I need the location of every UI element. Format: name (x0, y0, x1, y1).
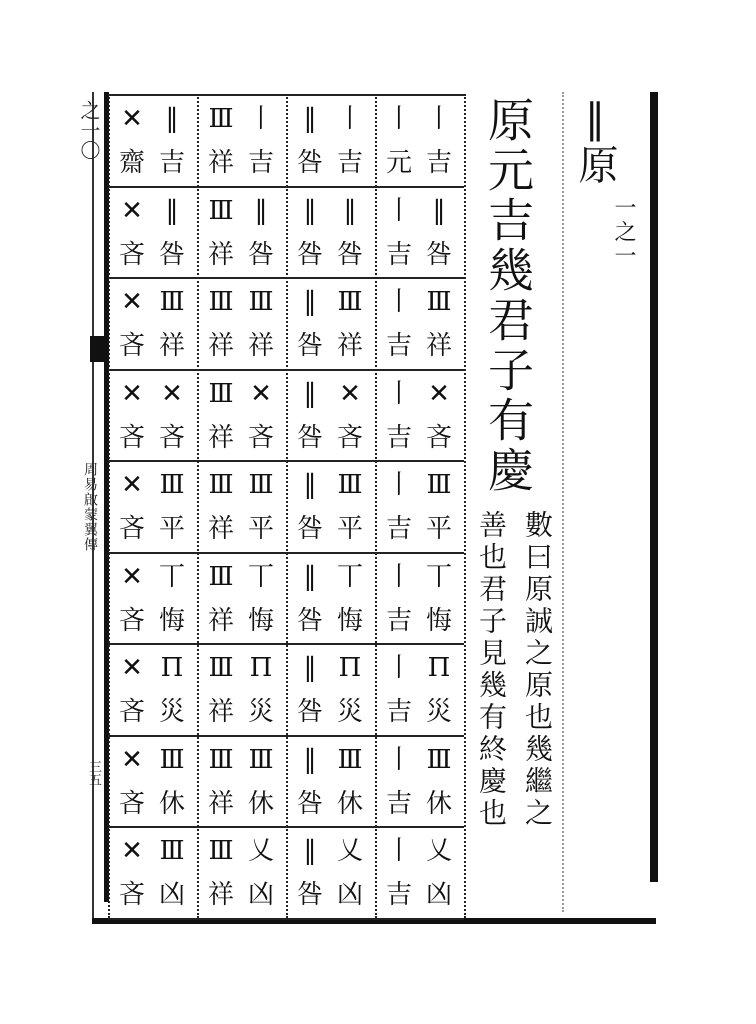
omen-char-left: 祥 (207, 605, 234, 636)
counting-rod-left: Ⅲ (208, 653, 234, 683)
counting-rod-left: ‖ (303, 561, 317, 592)
counting-rod-right: Ⅲ (337, 287, 363, 317)
omen-char-left: 祥 (207, 697, 234, 727)
grid-cell (197, 460, 286, 551)
grid-cell (286, 735, 375, 826)
counting-rod-right: 丨 (247, 104, 274, 134)
omen-char-right: 咎 (425, 239, 452, 270)
omen-char-left: 吝 (118, 788, 145, 819)
counting-rod-right: ✕ (250, 378, 272, 409)
omen-char-right: 平 (425, 514, 452, 544)
grid-cell (375, 826, 464, 917)
counting-rod-right: Ⅲ (426, 470, 452, 500)
counting-rod-left: ‖ (303, 195, 317, 226)
counting-rod-right: ‖ (432, 195, 446, 226)
counting-rod-left: 丨 (385, 744, 412, 775)
omen-char-left: 咎 (296, 514, 323, 544)
omen-char-right: 凶 (247, 880, 274, 910)
grid-cell (286, 186, 375, 277)
omen-char-left: 吝 (118, 331, 145, 361)
omen-char-left: 祥 (207, 239, 234, 270)
omen-char-left: 咎 (296, 880, 323, 910)
omen-char-right: 祥 (425, 331, 452, 361)
counting-rod-left: Ⅲ (208, 836, 234, 866)
omen-char-left: 祥 (207, 148, 234, 178)
counting-rod-left: Ⅲ (208, 195, 234, 226)
omen-char-right: 吉 (336, 148, 363, 178)
omen-char-left: 吝 (118, 422, 145, 453)
omen-char-right: 吉 (158, 148, 185, 178)
grid-cell (197, 735, 286, 826)
counting-rod-right: ✕ (161, 378, 183, 409)
omen-char-right: 災 (425, 697, 452, 727)
grid-cell (108, 552, 197, 643)
counting-rod-left: ✕ (121, 378, 143, 409)
grid-cell (375, 94, 464, 185)
omen-char-left: 吉 (385, 605, 412, 636)
grid-cell (197, 277, 286, 368)
grid-cell (286, 277, 375, 368)
counting-rod-right: Ⅲ (159, 744, 185, 775)
omen-char-left: 吉 (385, 697, 412, 727)
grid-cell (197, 552, 286, 643)
grid-cell (286, 369, 375, 460)
counting-rod-right: ‖ (165, 104, 179, 134)
omen-char-right: 悔 (247, 605, 274, 636)
omen-char-left: 咎 (296, 422, 323, 453)
counting-rod-left: ‖ (303, 470, 317, 500)
grid-cell (375, 186, 464, 277)
hexagram-heading: ‖原 (572, 96, 618, 186)
grid-cell (375, 369, 464, 460)
counting-rod-left: ✕ (121, 195, 143, 226)
omen-char-left: 吉 (385, 239, 412, 270)
counting-rod-left: 丨 (385, 470, 412, 500)
counting-rod-left: ‖ (303, 744, 317, 775)
counting-rod-right: 丨 (425, 104, 452, 134)
counting-rod-right: Π (427, 653, 451, 683)
counting-rod-left: ✕ (121, 836, 143, 866)
omen-char-left: 吝 (118, 514, 145, 544)
omen-char-right: 吝 (158, 422, 185, 453)
omen-char-left: 吉 (385, 331, 412, 361)
counting-rod-left: Ⅲ (208, 104, 234, 134)
grid-cell (108, 460, 197, 551)
counting-rod-right: ‖ (254, 195, 268, 226)
omen-char-right: 祥 (247, 331, 274, 361)
grid-cell (286, 552, 375, 643)
omen-char-left: 祥 (207, 880, 234, 910)
omen-char-left: 吉 (385, 514, 412, 544)
divination-grid (108, 94, 464, 918)
grid-cell (108, 277, 197, 368)
omen-char-right: 休 (247, 788, 274, 819)
omen-char-right: 祥 (158, 331, 185, 361)
omen-char-left: 祥 (207, 788, 234, 819)
counting-rod-left: 丨 (385, 561, 412, 592)
omen-char-right: 休 (158, 788, 185, 819)
counting-rod-left: ‖ (303, 653, 317, 683)
omen-char-right: 祥 (336, 331, 363, 361)
counting-rod-right: Ⅲ (337, 744, 363, 775)
omen-char-left: 吝 (118, 239, 145, 270)
grid-cell (375, 552, 464, 643)
counting-rod-left: ✕ (121, 744, 143, 775)
counting-rod-right: ✕ (428, 378, 450, 409)
counting-rod-right: Π (160, 653, 184, 683)
counting-rod-left: Ⅲ (208, 561, 234, 592)
omen-char-left: 齋 (118, 148, 145, 178)
counting-rod-left: 丨 (385, 653, 412, 683)
grid-cell (108, 369, 197, 460)
counting-rod-left: Ⅲ (208, 744, 234, 775)
grid-cell (286, 643, 375, 734)
omen-char-left: 咎 (296, 788, 323, 819)
counting-rod-right: Ⅲ (248, 287, 274, 317)
grid-cell (286, 460, 375, 551)
counting-rod-right: Ⅲ (248, 744, 274, 775)
omen-char-right: 吉 (425, 148, 452, 178)
omen-char-left: 吉 (385, 788, 412, 819)
fish-tail-mark (90, 336, 108, 362)
counting-rod-left: 丨 (385, 287, 412, 317)
grid-cell (197, 643, 286, 734)
omen-char-right: 災 (158, 697, 185, 727)
omen-char-left: 祥 (207, 514, 234, 544)
omen-char-right: 吝 (425, 422, 452, 453)
counting-rod-right: Ⅲ (337, 470, 363, 500)
grid-cell (286, 94, 375, 185)
omen-char-right: 平 (336, 514, 363, 544)
commentary-line-2: 善也君子見幾有終慶也 (475, 510, 508, 830)
counting-rod-right: ‖ (165, 195, 179, 226)
counting-rod-right: Ⅲ (159, 470, 185, 500)
omen-char-right: 平 (158, 514, 185, 544)
grid-cell (197, 369, 286, 460)
counting-rod-right: Ⅲ (159, 836, 185, 866)
counting-rod-right: Π (249, 653, 273, 683)
grid-cell (375, 735, 464, 826)
counting-rod-right: 乂 (336, 836, 363, 866)
counting-rod-left: ✕ (121, 470, 143, 500)
right-frame-line (650, 92, 658, 882)
counting-rod-right: 乂 (425, 836, 452, 866)
counting-rod-left: ‖ (303, 378, 317, 409)
grid-cell (197, 826, 286, 917)
grid-cell (197, 186, 286, 277)
omen-char-right: 悔 (158, 605, 185, 636)
margin-page-number: 三五 (86, 760, 101, 786)
grid-cell (375, 460, 464, 551)
omen-char-right: 咎 (158, 239, 185, 270)
omen-char-left: 咎 (296, 331, 323, 361)
counting-rod-right: Π (338, 653, 362, 683)
counting-rod-right: 乂 (247, 836, 274, 866)
omen-char-left: 咎 (296, 605, 323, 636)
omen-char-left: 祥 (207, 422, 234, 453)
omen-char-left: 咎 (296, 697, 323, 727)
omen-char-left: 咎 (296, 148, 323, 178)
counting-rod-left: ‖ (303, 287, 317, 317)
omen-char-left: 祥 (207, 331, 234, 361)
omen-char-right: 平 (247, 514, 274, 544)
margin-book-title: 周易啟蒙翼傳 (82, 462, 98, 552)
omen-char-left: 吝 (118, 880, 145, 910)
commentary-line-1: 數曰原誠之原也幾繼之 (521, 510, 554, 830)
omen-char-left: 吝 (118, 697, 145, 727)
counting-rod-left: 丨 (385, 836, 412, 866)
grid-cell (108, 826, 197, 917)
grid-cell (375, 643, 464, 734)
section-label: 一之一 (611, 196, 636, 268)
counting-rod-right: 丅 (247, 561, 274, 592)
counting-rod-right: Ⅲ (426, 287, 452, 317)
grid-cell (197, 94, 286, 185)
grid-column-line (464, 94, 466, 918)
omen-char-right: 休 (425, 788, 452, 819)
omen-char-left: 元 (385, 148, 412, 178)
grid-cell (108, 643, 197, 734)
omen-char-right: 悔 (425, 605, 452, 636)
grid-row-line (108, 918, 464, 920)
grid-cell (108, 94, 197, 185)
counting-rod-right: Ⅲ (248, 470, 274, 500)
counting-rod-left: 丨 (385, 378, 412, 409)
counting-rod-left: 丨 (385, 195, 412, 226)
counting-rod-right: 丨 (336, 104, 363, 134)
column-divider (562, 92, 566, 912)
counting-rod-left: ✕ (121, 653, 143, 683)
grid-cell (108, 186, 197, 277)
counting-rod-left: ‖ (303, 104, 317, 134)
omen-char-left: 吝 (118, 605, 145, 636)
omen-char-right: 咎 (336, 239, 363, 270)
counting-rod-left: Ⅲ (208, 378, 234, 409)
counting-rod-right: 丅 (336, 561, 363, 592)
counting-rod-left: Ⅲ (208, 470, 234, 500)
omen-char-left: 咎 (296, 239, 323, 270)
omen-char-right: 災 (247, 697, 274, 727)
omen-char-left: 吉 (385, 880, 412, 910)
counting-rod-right: 丅 (425, 561, 452, 592)
omen-char-right: 凶 (158, 880, 185, 910)
omen-char-right: 悔 (336, 605, 363, 636)
counting-rod-left: ✕ (121, 104, 143, 134)
grid-cell (375, 277, 464, 368)
main-text: 原元吉幾君子有慶 (481, 96, 535, 496)
omen-char-right: 吝 (247, 422, 274, 453)
counting-rod-right: ✕ (339, 378, 361, 409)
counting-rod-left: Ⅲ (208, 287, 234, 317)
omen-char-right: 吝 (336, 422, 363, 453)
counting-rod-left: ✕ (121, 287, 143, 317)
counting-rod-right: Ⅲ (159, 287, 185, 317)
counting-rod-left: ‖ (303, 836, 317, 866)
counting-rod-right: Ⅲ (426, 744, 452, 775)
counting-rod-right: ‖ (343, 195, 357, 226)
counting-rod-right: 丅 (158, 561, 185, 592)
omen-char-right: 休 (336, 788, 363, 819)
omen-char-right: 凶 (425, 880, 452, 910)
omen-char-right: 凶 (336, 880, 363, 910)
omen-char-right: 咎 (247, 239, 274, 270)
omen-char-right: 吉 (247, 148, 274, 178)
omen-char-left: 吉 (385, 422, 412, 453)
grid-cell (108, 735, 197, 826)
counting-rod-left: ✕ (121, 561, 143, 592)
margin-top-glyphs: 之一〇 (77, 100, 101, 160)
grid-cell (286, 826, 375, 917)
counting-rod-left: 丨 (385, 104, 412, 134)
omen-char-right: 災 (336, 697, 363, 727)
